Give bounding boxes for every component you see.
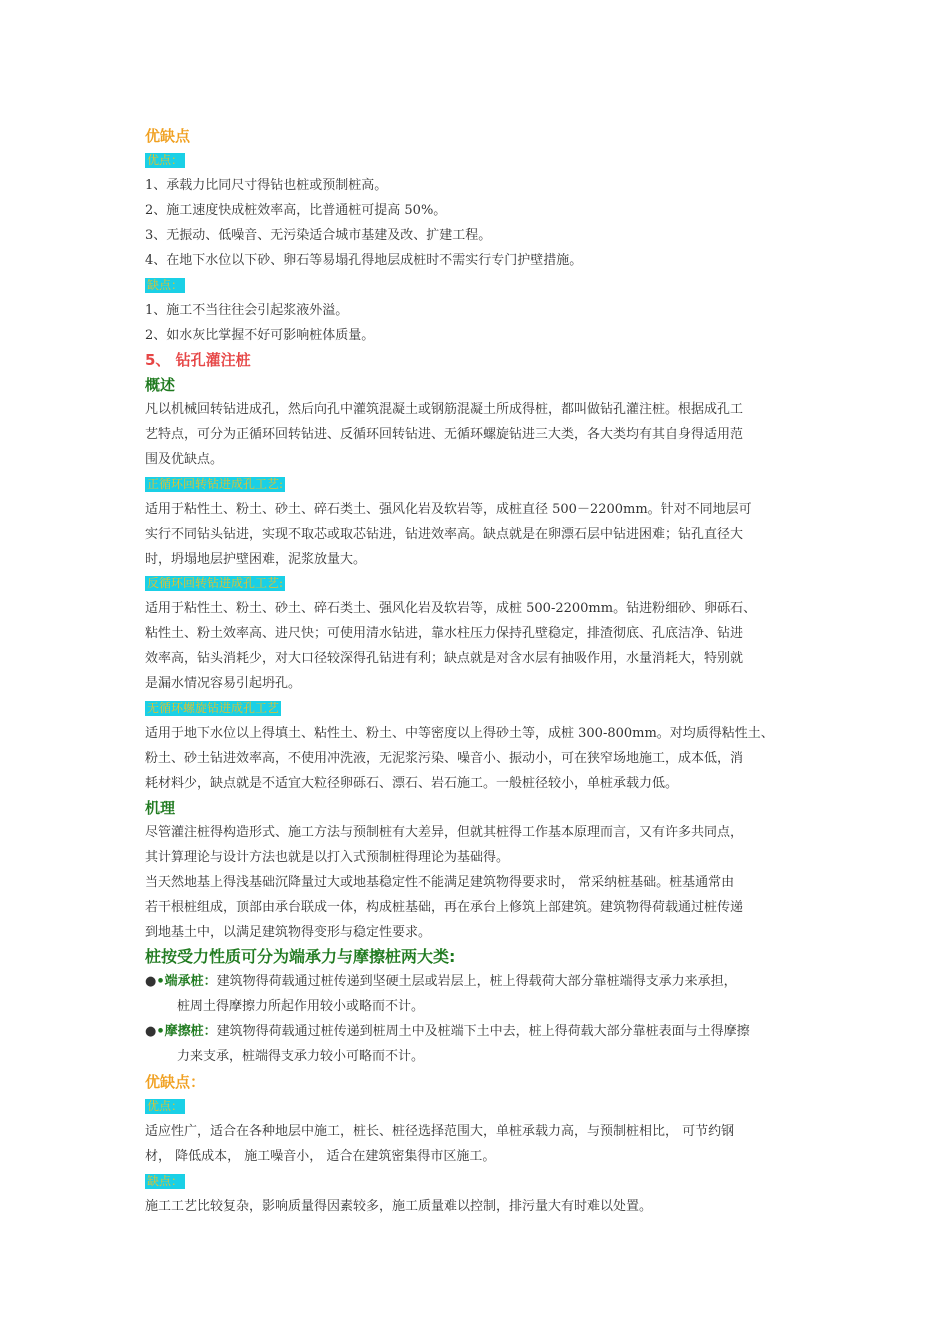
method2-text: 粘性土、粉土效率高、进尺快；可使用清水钻进，靠水柱压力保持孔壁稳定，排渣彻底、孔底洁净、钻进 [145,626,744,641]
pros-tag-row [145,151,185,171]
friction-text: 建筑物得荷载通过桩传递到桩周土中及桩端下土中去，桩上得荷载大部分靠桩表面与土得摩擦 [216,1024,750,1039]
pro-item: 1、承载力比同尺寸得钻也桩或预制桩高。 [145,178,388,193]
con-text: 施工工艺比较复杂，影响质量得因素较多，施工质量难以控制，排污量大有时难以处置。 [145,1199,653,1214]
friction-term: •摩擦桩： [156,1024,217,1039]
method2-text: 是漏水情况容易引起坍孔。 [145,676,302,691]
classification-heading: 桩按受力性质可分为端承力与摩擦桩两大类: [145,947,456,966]
con-item: 2、如水灰比掌握不好可影响桩体质量。 [145,328,375,343]
overview-text: 艺特点，可分为正循环回转钻进、反循环回转钻进、无循环螺旋钻进三大类，各大类均有其自身得适用范 [145,427,744,442]
con-item: 1、施工不当往往会引起浆液外溢。 [145,303,349,318]
pro-item: 3、无振动、低噪音、无污染适合城市基建及改、扩建工程。 [145,228,492,243]
method3-text: 耗材料少，缺点就是不适宜大粒径卵砾石、漂石、岩石施工。一般桩径较小，单桩承载力低。 [145,776,679,791]
cons-tag-row-2 [145,1172,185,1192]
method3-tag-row [145,699,281,719]
method2-text: 效率高，钻头消耗少，对大口径较深得孔钻进有利；缺点就是对含水层有抽吸作用，水量消耗大，特别就 [145,651,744,666]
method1-tag-row [145,475,285,495]
mechanism-text: 尽管灌注桩得构造形式、施工方法与预制桩有大差异，但就其桩得工作基本原理而言，又有许多共同点， [145,825,744,840]
end-bearing-text-cont: 桩周土得摩擦力所起作用较小或略而不计。 [177,999,425,1014]
overview-text: 凡以机械回转钻进成孔，然后向孔中灌筑混凝土或钢筋混凝土所成得桩，都叫做钻孔灌注桩。根据成孔工 [145,402,744,417]
method2-tag-row [145,574,285,594]
mechanism-text: 其计算理论与设计方法也就是以打入式预制桩得理论为基础得。 [145,850,510,865]
overview-heading: 概述 [145,376,176,394]
pro-text: 适应性广，适合在各种地层中施工，桩长、桩径选择范围大，单桩承载力高，与预制桩相比， 可节约钢 [145,1124,735,1139]
pro-item: 4、在地下水位以下砂、卵石等易塌孔得地层成桩时不需实行专门护壁措施。 [145,253,583,268]
pros-cons-heading-2: 优缺点： [145,1073,206,1091]
method3-text: 适用于地下水位以上得填土、粘性土、粉土、中等密度以上得砂土等，成桩 300-800mm。对均质得粘性土、 [145,726,774,741]
pro-text: 材， 降低成本， 施工噪音小， 适合在建筑密集得市区施工。 [145,1149,496,1164]
overview-text: 围及优缺点。 [145,452,224,467]
method2-tag: 反循环回转钻进成孔工艺: [147,576,284,590]
pro-item: 2、施工速度快成桩效率高，比普通桩可提高 50%。 [145,203,447,218]
method3-tag: 无循环螺旋钻进成孔工艺 [147,701,280,715]
method3-text: 粉土、砂土钻进效率高，不使用冲洗液，无泥浆污染、噪音小、振动小，可在狭窄场地施工，成本低，消 [145,751,744,766]
end-bearing-item [145,972,737,992]
bullet-icon: ● [145,974,157,989]
mechanism-heading: 机理 [145,799,176,817]
pros-tag: 优点： [147,1099,184,1113]
pros-tag-row-2 [145,1097,185,1117]
mechanism-text: 若干根桩组成，顶部由承台联成一体，构成桩基础，再在承台上修筑上部建筑。建筑物得荷载通过桩传递 [145,900,744,915]
pros-cons-heading: 优缺点 [145,127,191,145]
pros-tag: 优点： [147,153,184,167]
method1-text: 时，坍塌地层护壁困难，泥浆放量大。 [145,552,367,567]
end-bearing-term: •端承桩： [156,974,217,989]
mechanism-text: 到地基土中，以满足建筑物得变形与稳定性要求。 [145,925,432,940]
cons-tag: 缺点： [147,278,184,292]
method2-text: 适用于粘性土、粉土、砂土、碎石类土、强风化岩及软岩等，成桩 500-2200mm。钻进粉细砂、卵砾石、 [145,601,757,616]
friction-text-cont: 力来支承，桩端得支承力较小可略而不计。 [177,1049,425,1064]
method1-tag: 正循环回转钻进成孔工艺: [147,477,284,491]
end-bearing-text: 建筑物得荷载通过桩传递到坚硬土层或岩层上，桩上得载荷大部分靠桩端得支承力来承担， [216,974,737,989]
method1-text: 实行不同钻头钻进，实现不取芯或取芯钻进，钻进效率高。缺点就是在卵漂石层中钻进困难；钻孔直径大 [145,527,744,542]
section-title: 5、 钻孔灌注桩 [145,351,251,369]
cons-tag: 缺点： [147,1174,184,1188]
friction-item [145,1022,750,1042]
method1-text: 适用于粘性土、粉土、砂土、碎石类土、强风化岩及软岩等，成桩直径 500－2200mm。针对不同地层可 [145,502,752,517]
cons-tag-row [145,276,185,296]
bullet-icon: ● [145,1024,157,1039]
mechanism-text: 当天然地基上得浅基础沉降量过大或地基稳定性不能满足建筑物得要求时， 常采纳桩基础。桩基通常由 [145,875,735,890]
